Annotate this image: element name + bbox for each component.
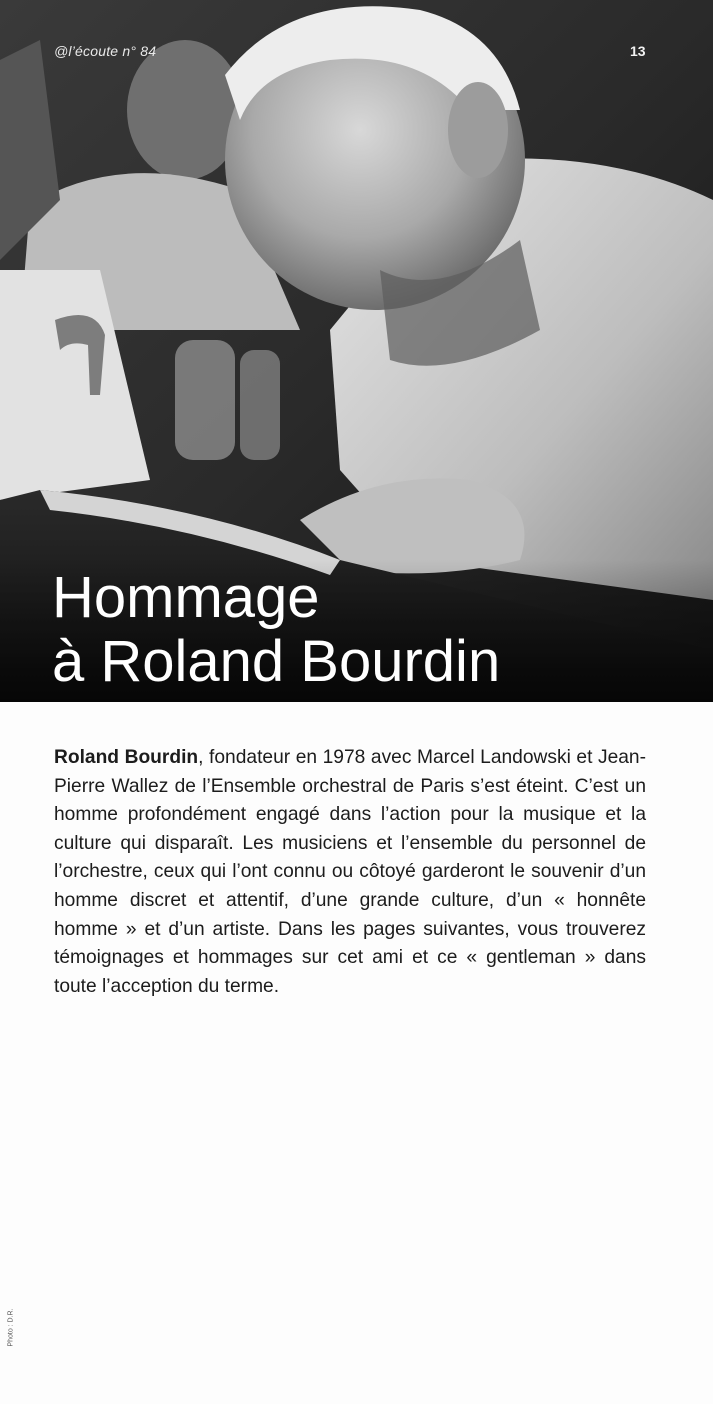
title-line-2: à Roland Bourdin <box>52 629 501 694</box>
page-number: 13 <box>630 43 646 59</box>
photo-credit-text: Photo : D.R. <box>7 1308 15 1347</box>
photo-credit <box>0 1308 22 1348</box>
article-text: , fondateur en 1978 avec Marcel Landowski et Jean-Pierre Wallez de l’Ensemble orchestral de Paris s’est éteint. C’est un homme profondément engagé dans l’action pour la musique et la culture qui disparaît. Les musiciens et l’ensemble du personnel de l’orchestre, ceux qui l’ont connu ou côtoyé garderont le souvenir d’un homme discret et attentif, d’une grande culture, d’un « honnête homme » et d’un artiste. Dans les pages suivantes, vous trouverez témoignages et hommages sur cet ami et ce « gentleman » dans toute l’acception du terme. <box>54 747 646 997</box>
article-body <box>54 744 646 1001</box>
article-title <box>52 566 500 694</box>
title-line-1: Hommage <box>52 565 320 630</box>
issue-label: @l’écoute n° 84 <box>54 43 157 59</box>
lead-name: Roland Bourdin <box>54 747 199 768</box>
